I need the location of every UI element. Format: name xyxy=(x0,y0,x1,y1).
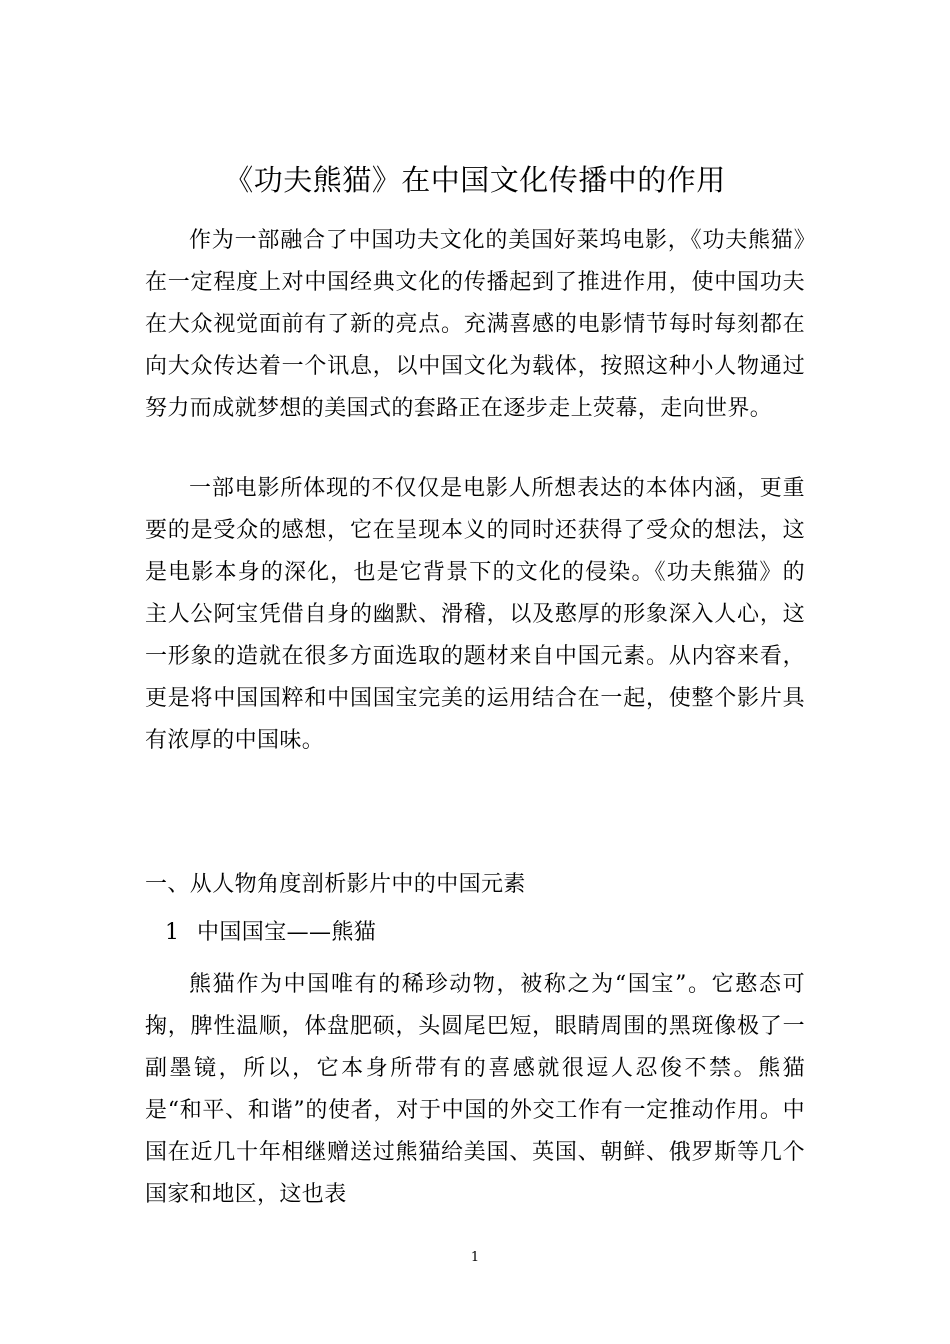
document-title: 《功夫熊猫》在中国文化传播中的作用 xyxy=(224,163,726,197)
paragraph-panda: 熊猫作为中国唯有的稀珍动物，被称之为“国宝”。它憨态可掬，脾性温顺，体盘肥硕，头圆尾巴短，眼睛周围的黑斑像极了一副墨镜，所以，它本身所带有的喜感就很逗人忍俊不禁。熊猫是“和平、和谐”的使者，对于中国的外交工作有一定推动作用。中国在近几十年相继赠送过熊猫给美国、英国、朝鲜、俄罗斯等几个国家和地区，这也表 xyxy=(145,972,805,1207)
page-number: 1 xyxy=(470,1250,480,1265)
section-heading: 一、从人物角度剖析影片中的中国元素 xyxy=(145,872,526,897)
subsection-number: 1 xyxy=(165,920,180,945)
paragraph-intro: 作为一部融合了中国功夫文化的美国好莱坞电影，《功夫熊猫》在一定程度上对中国经典文化的传播起到了推进作用，使中国功夫在大众视觉面前有了新的亮点。充满喜感的电影情节每时每刻都在向大众传达着一个讯息，以中国文化为载体，按照这种小人物通过努力而成就梦想的美国式的套路正在逐步走上荧幕，走向世界。 xyxy=(145,228,805,421)
paragraph-second: 一部电影所体现的不仅仅是电影人所想表达的本体内涵，更重要的是受众的感想，它在呈现本义的同时还获得了受众的想法，这是电影本身的深化，也是它背景下的文化的侵染。《功夫熊猫》的主人公阿宝凭借自身的幽默、滑稽，以及憨厚的形象深入人心，这一形象的造就在很多方面选取的题材来自中国元素。从内容来看，更是将中国国粹和中国国宝完美的运用结合在一起，使整个影片具有浓厚的中国味。 xyxy=(145,476,805,753)
subsection-heading xyxy=(165,912,376,954)
subsection-title: 中国国宝——熊猫 xyxy=(197,920,377,945)
